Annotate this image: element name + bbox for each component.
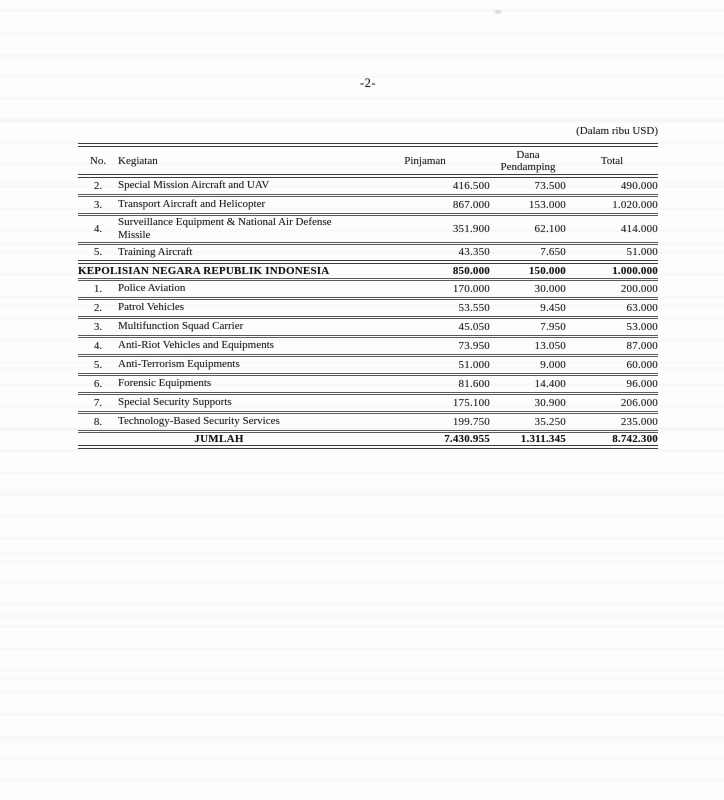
table-row <box>78 317 658 336</box>
cell-pinjaman: 73.950 <box>458 339 490 352</box>
table-row <box>78 279 658 298</box>
cell-pinjaman: 416.500 <box>452 179 490 192</box>
cell-no: 8. <box>93 415 103 428</box>
cell-dana: 9.450 <box>540 301 566 314</box>
table-row <box>78 374 658 393</box>
cell-total: 63.000 <box>626 301 658 314</box>
cell-no: 2. <box>93 179 103 192</box>
cell-total: 51.000 <box>626 246 658 259</box>
cell-dana: 73.500 <box>534 179 566 192</box>
cell-section-label: KEPOLISIAN NEGARA REPUBLIK INDONESIA <box>78 264 330 277</box>
section-row <box>78 262 658 279</box>
total-row-total: 8.742.300 <box>612 432 658 445</box>
cell-kegiatan: Transport Aircraft and Helicopter <box>118 198 266 210</box>
page-number: -2- <box>359 76 377 90</box>
cell-kegiatan: Forensic Equipments <box>118 377 212 389</box>
cell-dana: 30.900 <box>534 396 566 409</box>
cell-kegiatan: Surveillance Equipment & National Air Defense Missile <box>118 215 332 241</box>
cell-total: 490.000 <box>620 179 658 192</box>
column-header-dana-pendamping: Dana Pendamping <box>500 148 556 173</box>
cell-pinjaman: 175.100 <box>452 396 490 409</box>
scan-artifact <box>493 9 503 15</box>
cell-pinjaman: 81.600 <box>458 377 490 390</box>
cell-kegiatan: Patrol Vehicles <box>118 301 185 313</box>
table-row <box>78 195 658 214</box>
cell-total: 200.000 <box>620 282 658 295</box>
cell-kegiatan: Police Aviation <box>118 282 186 294</box>
cell-dana: 30.000 <box>534 282 566 295</box>
cell-no: 6. <box>93 377 103 390</box>
table-row <box>78 243 658 262</box>
cell-pinjaman: 850.000 <box>452 264 490 277</box>
cell-no: 4. <box>93 339 103 352</box>
cell-no: 2. <box>93 301 103 314</box>
table-row <box>78 393 658 412</box>
table-row <box>78 298 658 317</box>
cell-pinjaman: 867.000 <box>452 198 490 211</box>
table-row <box>78 214 658 243</box>
cell-total: 87.000 <box>626 339 658 352</box>
cell-total: 206.000 <box>620 396 658 409</box>
cell-kegiatan: Training Aircraft <box>118 245 193 258</box>
column-header-total: Total <box>600 154 624 167</box>
cell-no: 3. <box>93 198 103 211</box>
cell-dana: 62.100 <box>534 222 566 235</box>
cell-kegiatan: Multifunction Squad Carrier <box>118 320 244 332</box>
cell-dana: 7.650 <box>540 246 566 259</box>
total-row-pinjaman: 7.430.955 <box>444 432 490 445</box>
table-row <box>78 355 658 374</box>
budget-table <box>78 143 658 449</box>
header-row <box>78 145 658 176</box>
cell-pinjaman: 53.550 <box>458 301 490 314</box>
cell-pinjaman: 45.050 <box>458 320 490 333</box>
cell-no: 5. <box>93 358 103 371</box>
total-row-label: JUMLAH <box>194 432 244 445</box>
cell-kegiatan: Special Security Supports <box>118 396 232 408</box>
column-header-no: No. <box>89 154 107 167</box>
cell-pinjaman: 351.900 <box>452 222 490 235</box>
total-row <box>78 431 658 447</box>
cell-no: 7. <box>93 396 103 409</box>
cell-dana: 150.000 <box>528 264 566 277</box>
cell-dana: 35.250 <box>534 415 566 428</box>
table-row <box>78 176 658 195</box>
cell-total: 1.020.000 <box>612 198 658 211</box>
cell-kegiatan: Anti-Riot Vehicles and Equipments <box>118 339 274 351</box>
cell-dana: 7.950 <box>540 320 566 333</box>
cell-dana: 14.400 <box>534 377 566 390</box>
cell-no: 4. <box>93 222 103 235</box>
cell-total: 414.000 <box>620 222 658 235</box>
cell-total: 53.000 <box>626 320 658 333</box>
cell-kegiatan: Anti-Terrorism Equipments <box>118 358 240 370</box>
table-row <box>78 412 658 431</box>
cell-total: 235.000 <box>620 415 658 428</box>
cell-pinjaman: 170.000 <box>452 282 490 295</box>
table-row <box>78 336 658 355</box>
cell-kegiatan: Special Mission Aircraft and UAV <box>118 179 270 192</box>
cell-total: 1.000.000 <box>612 264 658 277</box>
column-header-pinjaman: Pinjaman <box>404 154 446 167</box>
total-row-dana: 1.311.345 <box>520 432 566 445</box>
cell-kegiatan: Technology-Based Security Services <box>118 415 280 427</box>
cell-dana: 153.000 <box>528 198 566 211</box>
cell-dana: 9.000 <box>540 358 566 371</box>
cell-pinjaman: 43.350 <box>458 246 490 259</box>
unit-note: (Dalam ribu USD) <box>576 125 658 137</box>
cell-pinjaman: 51.000 <box>458 358 490 371</box>
cell-dana: 13.050 <box>534 339 566 352</box>
cell-total: 96.000 <box>626 377 658 390</box>
cell-pinjaman: 199.750 <box>452 415 490 428</box>
cell-no: 5. <box>93 246 103 259</box>
cell-no: 1. <box>93 282 103 295</box>
page-content <box>78 76 658 449</box>
column-header-kegiatan: Kegiatan <box>118 154 158 167</box>
cell-total: 60.000 <box>626 358 658 371</box>
cell-no: 3. <box>93 320 103 333</box>
